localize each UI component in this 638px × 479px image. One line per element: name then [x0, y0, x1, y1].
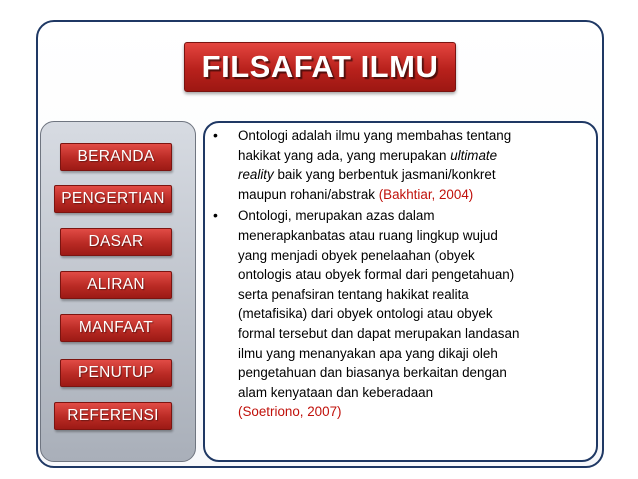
text-line: yang menjadi obyek penelaahan (obyek — [238, 247, 475, 263]
menu-button-label: BERANDA — [77, 148, 155, 165]
menu-button-pengertian[interactable] — [54, 185, 172, 213]
menu-button-label: PENGERTIAN — [61, 190, 165, 207]
menu-button-label: PENUTUP — [77, 364, 155, 381]
bullet-text — [238, 206, 596, 422]
text-segment: baik yang berbentuk jasmani/konkret — [277, 167, 496, 183]
menu-button-penutup[interactable] — [60, 359, 172, 387]
bullet-text — [238, 126, 596, 204]
page-title-banner — [184, 42, 456, 92]
text-line: ontologis atau obyek formal dari pengetahuan) — [238, 267, 515, 283]
text-line — [238, 165, 596, 185]
content-bullet-list — [212, 126, 596, 424]
text-line: Ontologi adalah ilmu yang membahas tentang — [238, 128, 512, 143]
menu-button-beranda[interactable] — [60, 143, 172, 171]
menu-button-referensi[interactable] — [54, 402, 172, 430]
text-line: pengetahuan dan biasanya berkaitan dengan — [238, 365, 507, 381]
italic-term: ultimate — [450, 147, 498, 163]
text-line: formal tersebut dan dapat merupakan landasan — [238, 325, 520, 341]
citation: (Bakhtiar, 2004) — [378, 186, 474, 202]
italic-term: reality — [238, 167, 274, 183]
menu-button-dasar[interactable] — [60, 228, 172, 256]
bullet-item-ontologi-definition — [212, 126, 596, 204]
text-segment: maupun rohani/abstrak — [238, 186, 375, 202]
bullet-marker: • — [213, 127, 218, 143]
text-line: (metafisika) dari obyek ontologi atau obyek — [238, 306, 493, 322]
menu-button-label: MANFAAT — [78, 319, 154, 336]
text-line — [238, 146, 596, 166]
text-line: alam kenyataan dan keberadaan — [238, 384, 434, 400]
menu-button-aliran[interactable] — [60, 271, 172, 299]
text-line: menerapkanbatas atau ruang lingkup wujud — [238, 227, 498, 243]
text-line: serta penafsiran tentang hakikat realita — [238, 286, 469, 302]
text-line — [238, 185, 596, 205]
bullet-marker: • — [213, 207, 218, 224]
citation: (Soetriono, 2007) — [238, 404, 342, 420]
menu-button-label: ALIRAN — [87, 276, 145, 293]
menu-button-manfaat[interactable] — [60, 314, 172, 342]
menu-button-label: REFERENSI — [67, 407, 159, 424]
bullet-item-ontologi-azas — [212, 206, 596, 422]
text-segment: hakikat yang ada, yang merupakan — [238, 147, 447, 163]
text-line: ilmu yang menanyakan apa yang dikaji oleh — [238, 345, 498, 361]
page-title: FILSAFAT ILMU — [201, 49, 439, 84]
menu-button-label: DASAR — [88, 233, 144, 250]
text-line: Ontologi, merupakan azas dalam — [238, 208, 435, 224]
